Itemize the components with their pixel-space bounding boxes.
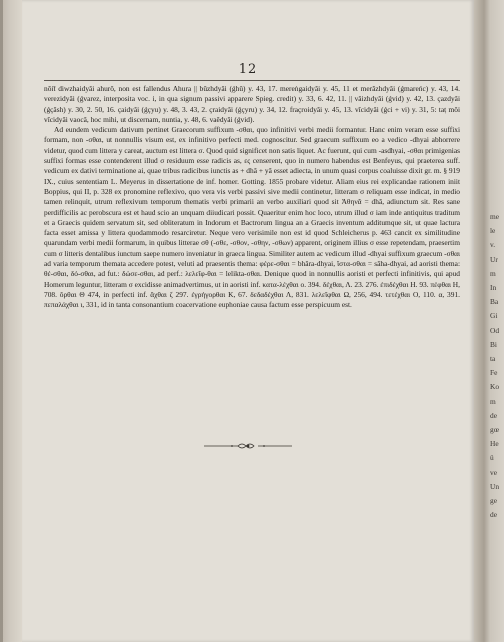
book-page [22, 0, 474, 642]
body-text [44, 84, 460, 311]
margin-line: Od [490, 325, 500, 335]
page-number: 12 [238, 62, 258, 77]
margin-line: v. [490, 240, 496, 250]
margin-line: me [490, 212, 500, 221]
margin-line: Fe [490, 368, 498, 378]
ornament-divider [202, 441, 294, 451]
header-rule [44, 80, 460, 81]
facing-page-edge-text [490, 210, 504, 522]
margin-line: de [490, 510, 497, 520]
margin-line: ve [490, 467, 497, 477]
margin-line: ta [490, 354, 496, 364]
left-binding-edge [0, 0, 3, 642]
paragraph-1: nōit̄ diwzhaidyâi ahurô, non est fallendus Ahura || bûzhdyâi (ǵhû) y. 43, 17. mereṅgaidyâi y. 45, 11 et merăzhdyâi (ǵmareńc) y. 43, 14. verezidyâi (ǵvarez, interposita voc. i, in qua signum passivi apparere Spieg. credit) y. 33, 6. 42, 11. || vâizhdyâi (ǵvid) y. 42, 13. çazdyâi (ǵçâsh) y. 30, 2. 50, 16. çaidyâi (ǵçyu) y. 48, 3. 43, 2. çraidyâi (ǵçyru) y. 34, 12. fraçroidyâi y. 45, 13. vîcidyâi (ǵci + vi) y. 31, 5: taṭ môi vîcidyâi vaocâ, hoc mihi, ut discernam, nuntia, y. 48, 6. vaêdyâi (ǵvid). [44, 84, 460, 124]
margin-line: ü [490, 453, 494, 463]
margin-line: Ba [490, 297, 499, 307]
margin-line: Bi [490, 339, 497, 349]
margin-line: m [490, 268, 496, 278]
margin-line: ge [490, 496, 497, 506]
margin-line: Un [490, 481, 500, 491]
margin-line: In [490, 283, 497, 293]
margin-line: Gi [490, 311, 498, 321]
margin-line: He [490, 439, 499, 449]
margin-line: m [490, 396, 496, 406]
margin-line: Ko [490, 382, 500, 392]
margin-line: le [490, 226, 496, 236]
margin-line: Ur [490, 254, 498, 264]
margin-line: de [490, 410, 497, 420]
margin-line: gœ [490, 425, 500, 435]
paragraph-2: Ad eundem vedicum dativum pertinet Graecorum suffixum -σθαι, quo infinitivi verbi medii formantur. Hanc enim veram esse suffixi formam, non -σθαι, ut nonnullis visum est, ex infinitivo perfecti med. cognoscitur. Sed graecum suffixum eo a vedico -dhyai abhorrere videtur, quod cum littera y careat, auctum est littera σ. Quod quid significet non satis liquet. Ac fuerunt, qui cum -asdhyai, -σθαι primigenias suffixi formas esse contenderent illud σ residuum esse radicis as, ες censerent, quo in numero habendus est Benfeyus, qui praeterea suff. vedicum ex dativi terminatione ai, quae tribus radicibus iunctis as + dhâ + yâ esset adiecta, in unum quasi corpus coaluisse dixit gr. m. § 919 IX., cuius sententiam L. Meyerus in dissertatione de inf. homer. Gotting. 1855 probare videtur. Aliam eius rei explicandae rationem iniit Boppius, qui II, p. 328 ex pronomine reflexivo, quo vera vis verbi passivi sive medii continetur, litteram σ reliquam esse indicat, in medio tamen relinquit, utrum reflexivum temporum thematis verbi primarii an verbo auxiliari quod sit Ἀθηνᾶ = dhâ, adiunctum sit. Res sane perdifficilis ac perobscura est et haud scio an unquam diiudicari possit. Quaeritur enim hoc loco, utrum illud σ iam inde antiquitus traditum et a Graecis quidem servatum sit, sed obliteratum in Indorum et Bactrorum lingua an a Graecis inventum additumque sit, ut quae lactura facta esset amissa y littera quodammodo resarciretur. Neque vero verisimile non est id quod Schleicherus p. 463 cancit ex similitudine quarundam verbi medii formarum, in quibus litterae σθ (-σθε, -σθον, -σθην, -σθων) apparent, originem illius σ esse repetendam, praesertim cum σ litteris dentalibus iunctum saepe numero inveniatur in graeca lingua. Similiter autem ac vedicum illud -dhyai suffixum graecum -σθαι ad varia temporum themata accedere potest, veluti ad praesentis thema: φέρε-σθαι = bhâra-dhyai, ἵστα-σθαι = sâha-dhyai, ad aoristi thema: θέ-σθαι, δό-σθαι, ad fut.: δώσε-σθαι, ad perf.: λελεῖφ-θαι = lelikta-σθαι. Denique quod in nonnullis aoristi et perfecti infinitivis, qui apud Homerum leguntur, litteram σ excidisse animadvertimus, ut in aoristi inf. κατα-λέχθαι ο. 394. δέχθαι, Λ. 23. 276. ἐπιδέχθαι Η. 93. πέφθαι Η, 708. ὄρθαι Θ 474, in perfecti inf. ἄχθαι ζ 297. ἐγρήγορθαι Κ, 67. δεδαδέχθαι Λ, 831. λελεῖφθαι Ω, 256, 494. τετέχθαι Ο, 110. α, 391. πεπαλάχθαι ι, 331, id in tanta consonantium coacervatione euphoniae causa factum esse perspicuum est. [44, 125, 460, 310]
